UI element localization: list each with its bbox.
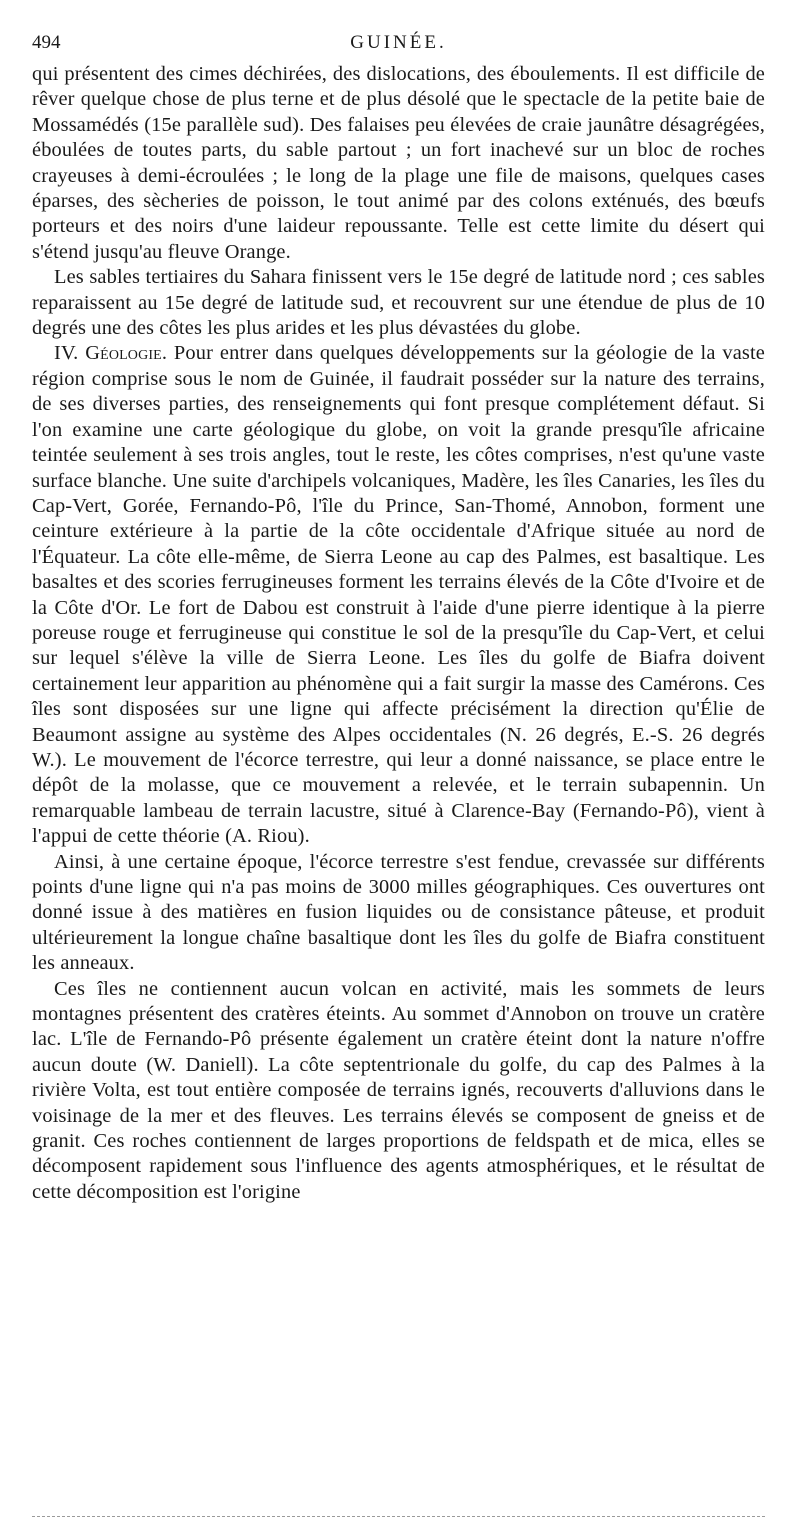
- paragraph-text: Pour entrer dans quelques développements sur la géologie de la vaste région comprise sous le nom de Guinée, il faudrait posséder sur la nature des terrains, de ses diverses parties, des renseignements qui font presque complétement défaut. Si l'on examine une carte géologique du globe, on voit la grande presqu'île africaine teintée seulement à ses trois angles, tout le reste, les côtes comprises, n'est qu'une vaste surface blanche. Une suite d'archipels volcaniques, Madère, les îles Canaries, les îles du Cap-Vert, Gorée, Fernando-Pô, l'île du Prince, San-Thomé, Annobon, forment une ceinture extérieure à la partie de la côte occidentale d'Afrique située au nord de l'Équateur. La côte elle-même, de Sierra Leone au cap des Palmes, est basaltique. Les basaltes et des scories ferrugineuses forment les terrains élevés de la Côte d'Ivoire et de la Côte d'Or. Le fort de Dabou est construit à l'aide d'une pierre identique à la pierre poreuse rouge et ferrugineuse qui constitue le sol de la presqu'île du Cap-Vert, et celui sur lequel s'élève la ville de Sierra Leone. Les îles du golfe de Biafra doivent certainement leur apparition au phénomène qui a fait surgir la masse des Camérons. Ces îles sont disposées sur une ligne qui affecte précisément la direction qu'Élie de Beaumont assigne au système des Alpes occidentales (N. 26 degrés, E.-S. 26 degrés W.). Le mouvement de l'écorce terrestre, qui leur a donné naissance, se place entre le dépôt de la molasse, que ce mouvement a relevée, et le terrain subapennin. Un remarquable lambeau de terrain lacustre, situé à Clarence-Bay (Fernando-Pô), vient à l'appui de cette théorie (A. Riou).: [32, 342, 765, 848]
- book-page: [32, 32, 765, 1205]
- footer-rule: [32, 1516, 765, 1517]
- paragraph-continuation: [32, 62, 765, 265]
- page-number: 494: [32, 32, 61, 53]
- running-title: GUINÉE.: [350, 32, 447, 53]
- paragraph-text: Les sables tertiaires du Sahara finissent vers le 15e degré de latitude nord ; ces sables reparaissent au 15e degré de latitude sud, et recouvrent sur une étendue de plus de 10 degrés une des côtes les plus arides et les plus dévastées du globe.: [32, 266, 765, 340]
- section-number: IV.: [54, 342, 86, 365]
- paragraph-text: Ainsi, à une certaine époque, l'écorce terrestre s'est fendue, crevassée sur différents points d'une ligne qui n'a pas moins de 3000 milles géographiques. Ces ouvertures ont donné issue à des matières en fusion liquides ou de consistance pâteuse, et produit ultérieurement la longue chaîne basaltique dont les îles du golfe de Biafra constituent les anneaux.: [32, 850, 765, 975]
- paragraph-iles: [32, 977, 765, 1206]
- page-header: [32, 32, 765, 62]
- paragraph-text: Ces îles ne contiennent aucun volcan en activité, mais les sommets de leurs montagnes présentent des cratères éteints. Au sommet d'Annobon on trouve un cratère lac. L'île de Fernando-Pô présente également un cratère éteint dont la nature n'offre aucun doute (W. Daniell). La côte septentrionale du golfe, du cap des Palmes à la rivière Volta, est tout entière composée de terrains ignés, recouverts d'alluvions dans le voisinage de la mer et des fleuves. Les terrains élevés se composent de gneiss et de granit. Ces roches contiennent de larges proportions de feldspath et de mica, elles se décomposent rapidement sous l'influence des agents atmosphériques, et le résultat de cette décomposition est l'origine: [32, 977, 765, 1203]
- paragraph-geologie: [32, 341, 765, 849]
- section-heading: Géologie.: [85, 342, 168, 365]
- paragraph-text: qui présentent des cimes déchirées, des dislocations, des éboulements. Il est difficile de rêver quelque chose de plus terne et de plus désolé que le spectacle de la petite baie de Mossamédés (15e parallèle sud). Des falaises peu élevées de craie jaunâtre désagrégées, éboulées de toutes parts, du sable partout ; un fort inachevé sur un bloc de roches crayeuses à demi-écroulées ; le long de la plage une file de maisons, quelques cases éparses, des sècheries de poisson, le tout animé par des colons exténués, des bœufs porteurs et des noirs d'une laideur repoussante. Telle est cette limite du désert qui s'étend jusqu'au fleuve Orange.: [32, 63, 765, 263]
- paragraph-sables: [32, 265, 765, 341]
- paragraph-ainsi: [32, 850, 765, 977]
